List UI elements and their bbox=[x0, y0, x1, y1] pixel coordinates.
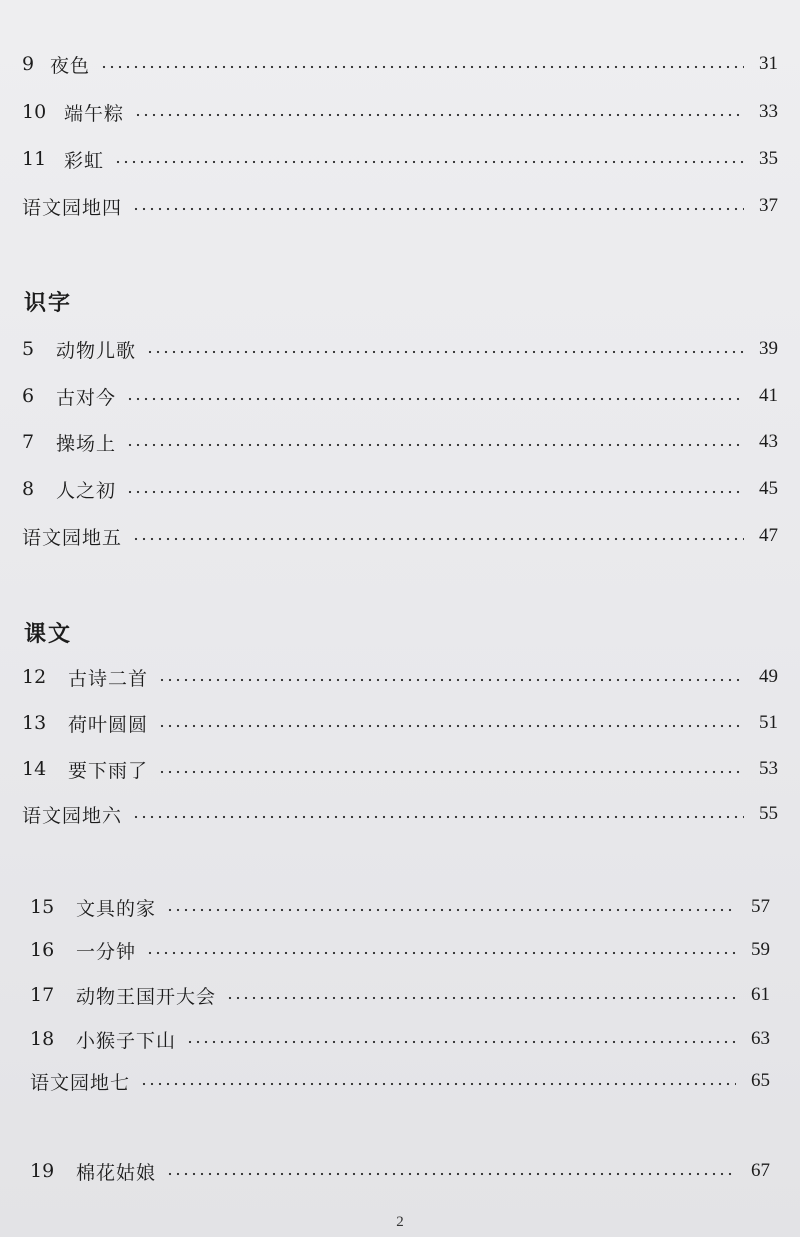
toc-entry[interactable] bbox=[22, 49, 778, 79]
leader-dots bbox=[132, 815, 744, 819]
entry-number: 15 bbox=[30, 896, 55, 918]
entry-number: 14 bbox=[22, 758, 47, 780]
toc-entry[interactable] bbox=[22, 708, 778, 738]
leader-dots bbox=[186, 1040, 736, 1044]
entry-number: 13 bbox=[22, 712, 47, 734]
entry-title: 文具的家 bbox=[76, 897, 157, 920]
toc-entry[interactable] bbox=[22, 97, 778, 127]
toc-entry[interactable] bbox=[22, 191, 778, 221]
entry-page: 31 bbox=[759, 53, 778, 74]
entry-title: 彩虹 bbox=[64, 149, 105, 172]
leader-dots bbox=[126, 490, 744, 494]
entry-page: 39 bbox=[759, 338, 778, 359]
entry-page: 59 bbox=[751, 939, 770, 960]
toc-entry[interactable] bbox=[30, 935, 770, 965]
entry-page: 61 bbox=[751, 984, 770, 1005]
leader-dots bbox=[166, 908, 736, 912]
leader-dots bbox=[100, 65, 744, 69]
entry-page: 43 bbox=[759, 431, 778, 452]
entry-number: 8 bbox=[22, 478, 35, 500]
entry-number: 6 bbox=[22, 385, 35, 407]
entry-title: 语文园地六 bbox=[22, 804, 123, 827]
toc-entry[interactable] bbox=[30, 980, 770, 1010]
entry-number: 12 bbox=[22, 666, 47, 688]
entry-number: 16 bbox=[30, 939, 55, 961]
entry-page: 53 bbox=[759, 758, 778, 779]
entry-title: 棉花姑娘 bbox=[76, 1161, 157, 1184]
entry-page: 55 bbox=[759, 803, 778, 824]
entry-number: 19 bbox=[30, 1160, 55, 1182]
toc-entry[interactable] bbox=[30, 1024, 770, 1054]
entry-title: 小猴子下山 bbox=[76, 1029, 177, 1052]
section-heading: 识字 bbox=[24, 290, 73, 316]
toc-entry[interactable] bbox=[22, 799, 778, 829]
entry-title: 荷叶圆圆 bbox=[68, 713, 149, 736]
entry-number: 5 bbox=[22, 338, 35, 360]
entry-page: 33 bbox=[759, 101, 778, 122]
entry-title: 操场上 bbox=[56, 432, 117, 455]
toc-entry[interactable] bbox=[22, 427, 778, 457]
leader-dots bbox=[146, 951, 736, 955]
leader-dots bbox=[140, 1082, 736, 1086]
entry-title: 一分钟 bbox=[76, 940, 137, 963]
toc-entry[interactable] bbox=[22, 334, 778, 364]
entry-number: 7 bbox=[22, 431, 35, 453]
entry-title: 端午粽 bbox=[64, 102, 125, 125]
toc-entry[interactable] bbox=[22, 754, 778, 784]
entry-page: 51 bbox=[759, 712, 778, 733]
leader-dots bbox=[146, 350, 744, 354]
entry-number: 17 bbox=[30, 984, 55, 1006]
entry-title: 动物王国开大会 bbox=[76, 985, 217, 1008]
leader-dots bbox=[226, 996, 736, 1000]
toc-entry[interactable] bbox=[22, 521, 778, 551]
entry-title: 夜色 bbox=[50, 54, 91, 77]
toc-entry[interactable] bbox=[22, 474, 778, 504]
page-number: 2 bbox=[396, 1214, 404, 1230]
entry-page: 37 bbox=[759, 195, 778, 216]
toc-entry[interactable] bbox=[30, 892, 770, 922]
leader-dots bbox=[132, 537, 744, 541]
entry-page: 63 bbox=[751, 1028, 770, 1049]
leader-dots bbox=[126, 443, 744, 447]
entry-page: 67 bbox=[751, 1160, 770, 1181]
toc-entry[interactable] bbox=[30, 1066, 770, 1096]
leader-dots bbox=[158, 678, 744, 682]
entry-title: 要下雨了 bbox=[68, 759, 149, 782]
entry-page: 57 bbox=[751, 896, 770, 917]
leader-dots bbox=[158, 770, 744, 774]
entry-title: 语文园地七 bbox=[30, 1071, 131, 1094]
leader-dots bbox=[126, 397, 744, 401]
entry-title: 语文园地四 bbox=[22, 196, 123, 219]
leader-dots bbox=[132, 207, 744, 211]
leader-dots bbox=[166, 1172, 736, 1176]
leader-dots bbox=[134, 113, 744, 117]
entry-title: 古对今 bbox=[56, 386, 117, 409]
toc-entry[interactable] bbox=[30, 1156, 770, 1186]
entry-title: 古诗二首 bbox=[68, 667, 149, 690]
entry-title: 语文园地五 bbox=[22, 526, 123, 549]
entry-page: 47 bbox=[759, 525, 778, 546]
entry-title: 人之初 bbox=[56, 479, 117, 502]
entry-page: 41 bbox=[759, 385, 778, 406]
entry-number: 9 bbox=[22, 53, 35, 75]
leader-dots bbox=[158, 724, 744, 728]
entry-number: 11 bbox=[22, 148, 47, 170]
leader-dots bbox=[114, 160, 744, 164]
entry-page: 35 bbox=[759, 148, 778, 169]
entry-page: 65 bbox=[751, 1070, 770, 1091]
toc-entry[interactable] bbox=[22, 662, 778, 692]
entry-title: 动物儿歌 bbox=[56, 339, 137, 362]
entry-number: 10 bbox=[22, 101, 47, 123]
entry-page: 45 bbox=[759, 478, 778, 499]
entry-page: 49 bbox=[759, 666, 778, 687]
toc-entry[interactable] bbox=[22, 144, 778, 174]
section-heading: 课文 bbox=[24, 621, 73, 647]
toc-entry[interactable] bbox=[22, 381, 778, 411]
entry-number: 18 bbox=[30, 1028, 55, 1050]
